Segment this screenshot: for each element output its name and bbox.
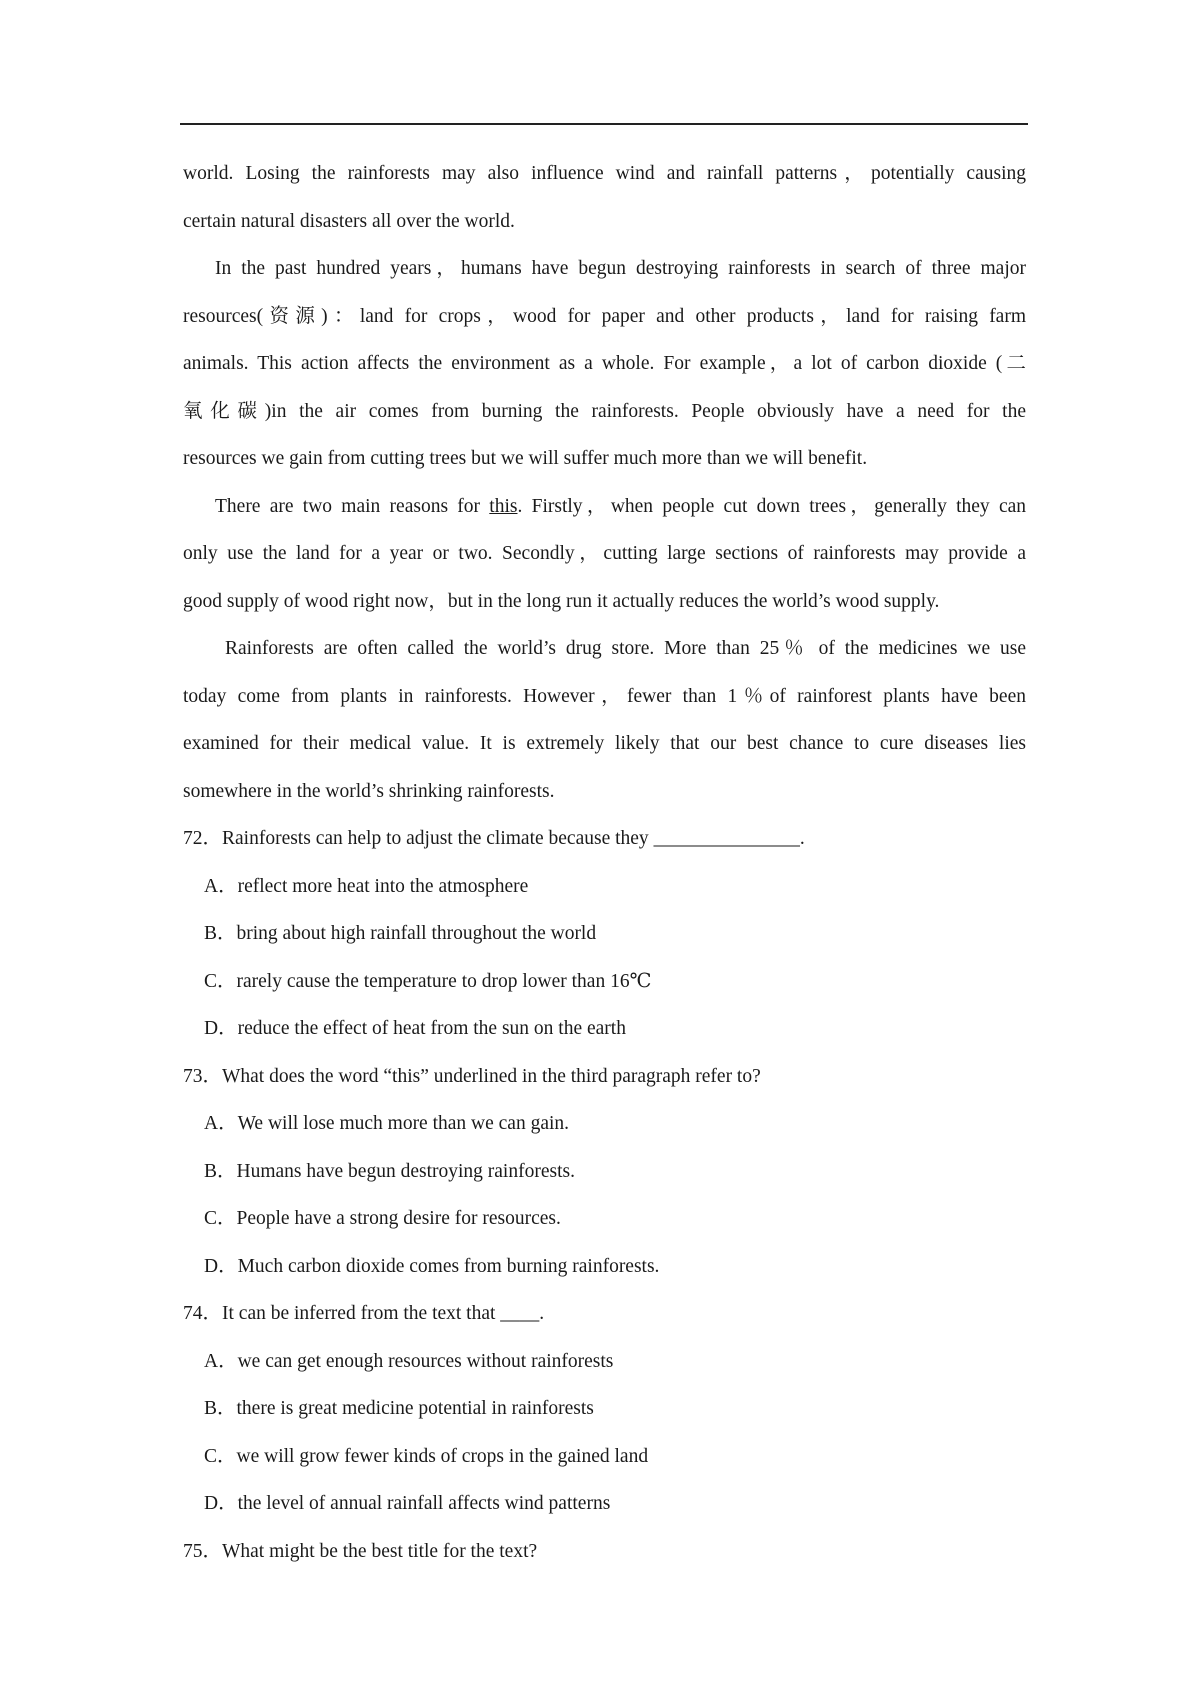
question-stem: [183, 1290, 1026, 1338]
question-75: [183, 1528, 1026, 1576]
option-c: C．we will grow fewer kinds of crops in the gained land: [204, 1445, 649, 1467]
question-end: .: [799, 828, 805, 849]
question-74: [183, 1290, 1026, 1528]
passage-line: In the past hundred years，humans have begun destroying rainforests in search of three major: [215, 258, 1026, 279]
option-b: B．bring about high rainfall throughout the world: [204, 923, 597, 944]
option-c: C．People have a strong desire for resources.: [204, 1208, 561, 1229]
passage-line: good supply of wood right now，but in the long run it actually reduces the world’s wood supply.: [183, 590, 940, 612]
header-rule: [180, 123, 1028, 125]
passage-line: [183, 483, 1026, 531]
passage-line: resources(资源)：land for crops，wood for paper and other products，land for raising farm: [183, 305, 1026, 327]
option-a: A．reflect more heat into the atmosphere: [204, 875, 529, 897]
passage-line: 氧化碳)in the air comes from burning the rainforests. People obviously have a need for the: [183, 400, 1026, 422]
passage-line: animals. This action affects the environment as a whole. For example，a lot of carbon dioxide (二: [183, 353, 1026, 374]
option-a: A．We will lose much more than we can gain.: [204, 1113, 570, 1134]
passage-line: examined for their medical value. It is extremely likely that our best chance to cure diseases lies: [183, 733, 1026, 754]
question-72: [183, 815, 1026, 1053]
passage-line: certain natural disasters all over the world.: [183, 210, 515, 232]
passage-line: Rainforests are often called the world’s drug store. More than 25％ of the medicines we use: [225, 638, 1026, 659]
option-c: C．rarely cause the temperature to drop lower than 16℃: [204, 970, 652, 992]
question-stem: 75．What might be the best title for the text?: [183, 1540, 538, 1562]
option-a: A．we can get enough resources without rainforests: [204, 1350, 614, 1372]
option-d: D．the level of annual rainfall affects wind patterns: [204, 1493, 611, 1514]
question-73: [183, 1053, 1026, 1291]
answer-blank: ____: [500, 1303, 540, 1324]
question-text: 74．It can be inferred from the text that: [183, 1303, 501, 1324]
option-b: B．Humans have begun destroying rainforests.: [204, 1160, 575, 1182]
passage-text: There are two main reasons for: [215, 495, 490, 517]
underlined-word: this: [489, 495, 518, 517]
option-b: B．there is great medicine potential in rainforests: [204, 1398, 594, 1419]
document-content: [183, 150, 1026, 1575]
passage-line: today come from plants in rainforests. However，fewer than 1％of rainforest plants have been: [183, 685, 1026, 707]
passage-line: only use the land for a year or two. Secondly，cutting large sections of rainforests may provide a: [183, 543, 1026, 564]
question-stem: [183, 815, 1026, 863]
question-end: .: [539, 1303, 545, 1324]
option-d: D．Much carbon dioxide comes from burning rainforests.: [204, 1255, 660, 1277]
question-stem: 73．What does the word “this” underlined in the third paragraph refer to?: [183, 1065, 761, 1087]
passage-text: . Firstly，when people cut down trees，generally they can: [517, 495, 1026, 517]
passage-line: world. Losing the rainforests may also influence wind and rainfall patterns，potentially causing: [183, 163, 1026, 184]
passage-line: resources we gain from cutting trees but we will suffer much more than we will benefit.: [183, 448, 868, 469]
option-d: D．reduce the effect of heat from the sun on the earth: [204, 1018, 626, 1039]
passage-line: somewhere in the world’s shrinking rainforests.: [183, 780, 555, 802]
answer-blank: _______________: [653, 828, 800, 849]
question-text: 72．Rainforests can help to adjust the climate because they: [183, 828, 654, 849]
passage: [183, 150, 1026, 815]
